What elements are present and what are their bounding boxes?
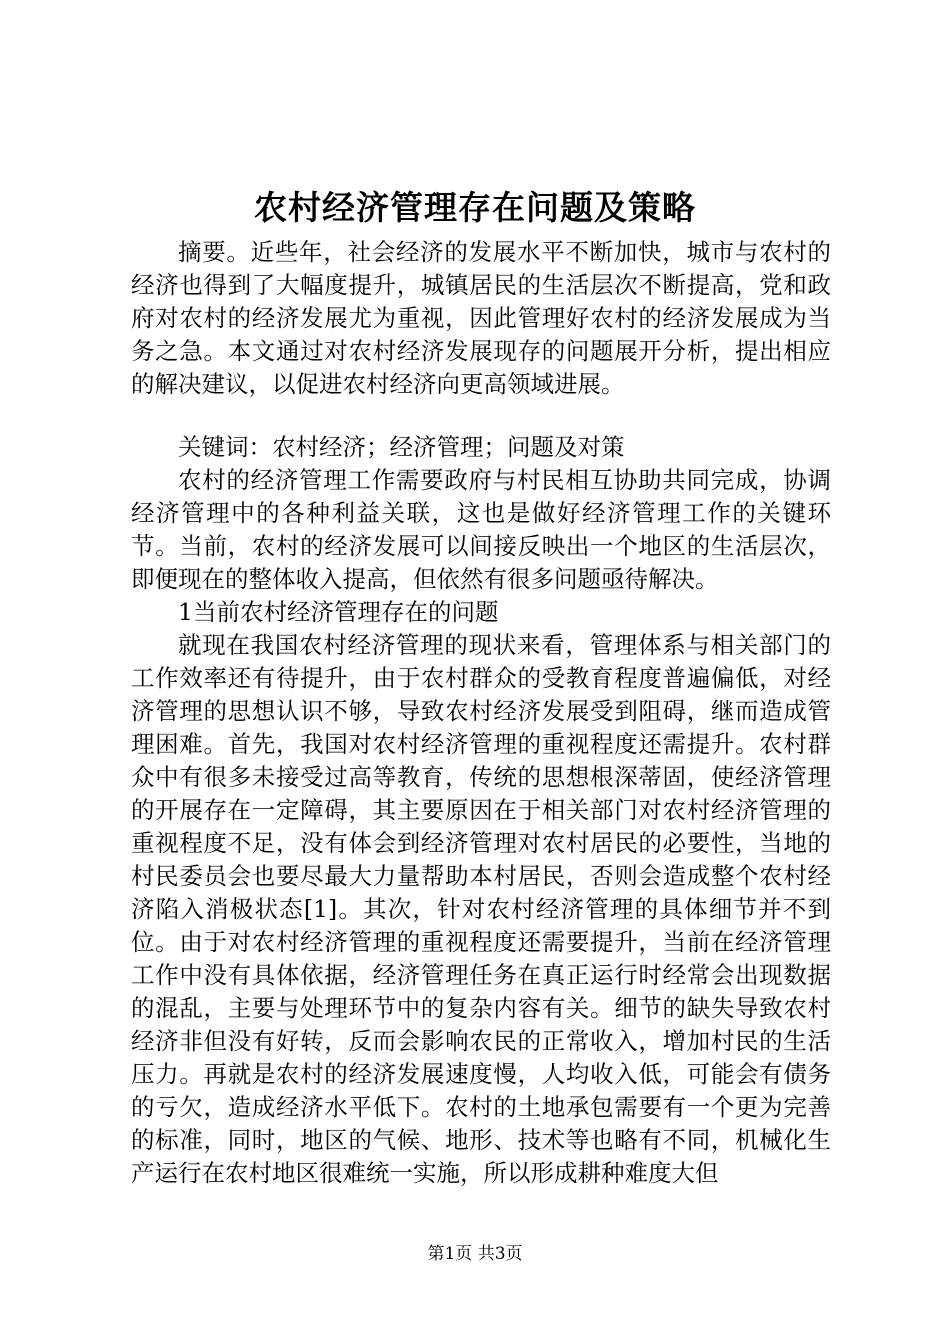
document-title: 农村经济管理存在问题及策略 <box>254 188 696 227</box>
document-body <box>131 236 831 1190</box>
keywords-paragraph: 关键词：农村经济；经济管理；问题及对策 <box>178 433 625 461</box>
page-number-footer: 第1页 共3页 <box>427 1244 523 1264</box>
section-heading: 1当前农村经济管理存在的问题 <box>178 598 499 626</box>
abstract-paragraph: 摘要。近些年，社会经济的发展水平不断加快，城市与农村的经济也得到了大幅度提升，城镇居民的生活层次不断提高，党和政府对农村的经济发展尤为重视，因此管理好农村的经济发展成为当务之急。本文通过对农村经济发展现存的问题展开分析，提出相应的解决建议，以促进农村经济向更高领域进展。 <box>131 238 831 398</box>
intro-paragraph: 农村的经济管理工作需要政府与村民相互协助共同完成，协调经济管理中的各种利益关联，这也是做好经济管理工作的关键环节。当前，农村的经济发展可以间接反映出一个地区的生活层次，即便现在的整体收入提高，但依然有很多问题亟待解决。 <box>131 466 831 593</box>
section-paragraph: 就现在我国农村经济管理的现状来看，管理体系与相关部门的工作效率还有待提升，由于农村群众的受教育程度普遍偏低，对经济管理的思想认识不够，导致农村经济发展受到阻碍，继而造成管理困难。首先，我国对农村经济管理的重视程度还需提升。农村群众中有很多未接受过高等教育，传统的思想根深蒂固，使经济管理的开展存在一定障碍，其主要原因在于相关部门对农村经济管理的重视程度不足，没有体会到经济管理对农村居民的必要性，当地的村民委员会也要尽最大力量帮助本村居民，否则会造成整个农村经济陷入消极状态[1]。其次，针对农村经济管理的具体细节并不到位。由于对农村经济管理的重视程度还需要提升，当前在经济管理工作中没有具体依据，经济管理任务在真正运行时经常会出现数据的混乱，主要与处理环节中的复杂内容有关。细节的缺失导致农村经济非但没有好转，反而会影响农民的正常收入，增加村民的生活压力。再就是农村的经济发展速度慢，人均收入低，可能会有债务的亏欠，造成经济水平低下。农村的土地承包需要有一个更为完善的标准，同时，地区的气候、地形、技术等也略有不同，机械化生产运行在农村地区很难统一实施，所以形成耕种难度大但 <box>131 631 831 1187</box>
